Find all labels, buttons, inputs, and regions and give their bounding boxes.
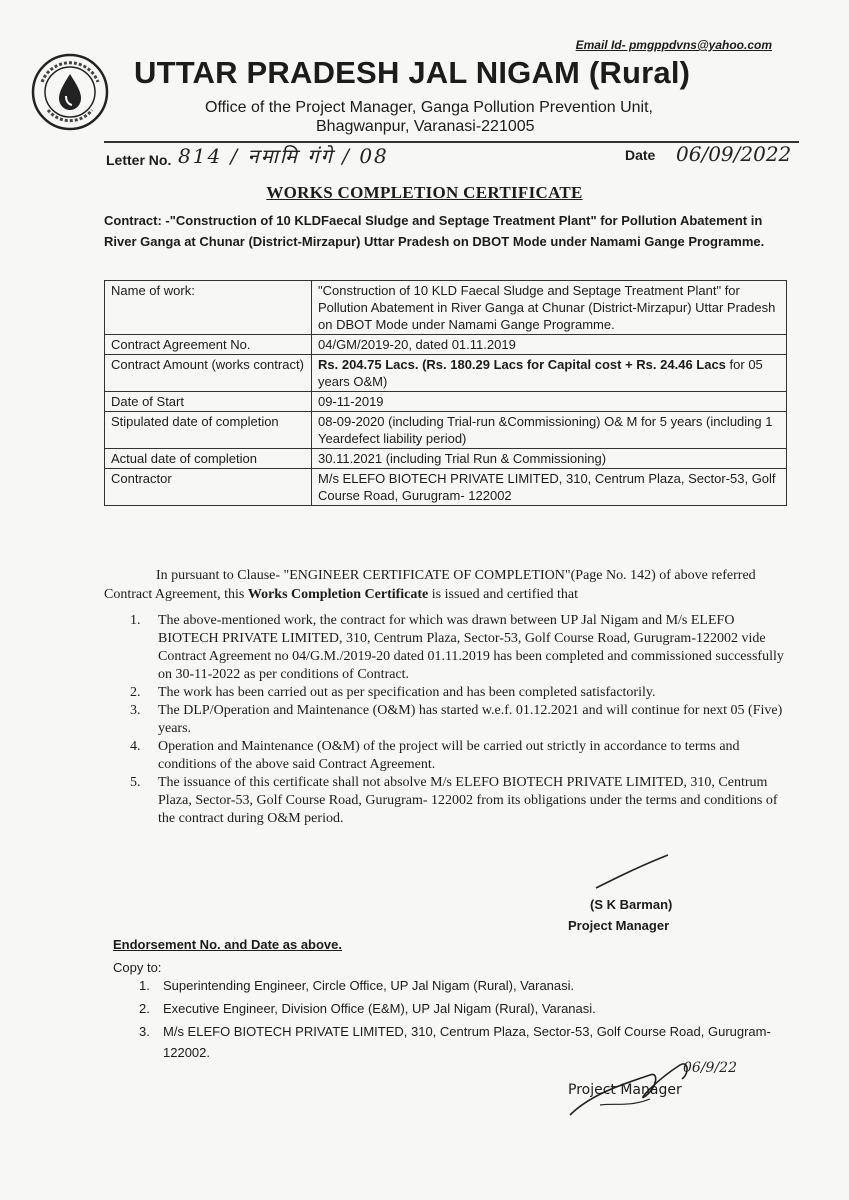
item-text: The DLP/Operation and Maintenance (O&M) has started w.e.f. 01.12.2021 and will continue for next 05 (Five) years. xyxy=(158,703,783,736)
letter-number-value: 814 / नमामि गंगे / 08 xyxy=(178,144,389,168)
list-item xyxy=(130,612,790,684)
item-number: 1. xyxy=(139,978,150,993)
signature-mark xyxy=(592,852,672,892)
item-text: Executive Engineer, Division Office (E&M), UP Jal Nigam (Rural), Varanasi. xyxy=(163,1001,596,1016)
row-value xyxy=(312,355,787,392)
endorsement-label: Endorsement No. and Date as above. xyxy=(113,937,343,952)
contract-description xyxy=(104,210,784,252)
contract-label: Contract: - xyxy=(104,213,170,228)
row-value: "Construction of 10 KLD Faecal Sludge and Septage Treatment Plant" for Pollution Abatement in River Ganga at Chunar (District-Mirzapur) Uttar Pradesh on DBOT Mode under Namami Gange Programme. xyxy=(312,281,787,335)
row-label: Contract Amount (works contract) xyxy=(105,355,312,392)
certificate-title: WORKS COMPLETION CERTIFICATE xyxy=(266,183,583,202)
jal-nigam-logo xyxy=(30,52,110,132)
table-row xyxy=(105,281,787,335)
table-row xyxy=(105,392,787,412)
works-details-table xyxy=(104,280,787,506)
item-number: 2. xyxy=(130,685,141,700)
row-value: M/s ELEFO BIOTECH PRIVATE LIMITED, 310, Centrum Plaza, Sector-53, Golf Course Road, Gurugram- 122002 xyxy=(312,469,787,506)
intro-bold: Works Completion Certificate xyxy=(247,587,429,602)
office-address: Bhagwanpur, Varanasi-221005 xyxy=(316,118,535,135)
organization-name: UTTAR PRADESH JAL NIGAM (Rural) xyxy=(134,55,691,90)
row-value: 09-11-2019 xyxy=(312,392,787,412)
item-number: 5. xyxy=(130,775,141,790)
row-label: Contract Agreement No. xyxy=(105,335,312,355)
row-label: Stipulated date of completion xyxy=(105,412,312,449)
item-text: Superintending Engineer, Circle Office, UP Jal Nigam (Rural), Varanasi. xyxy=(163,978,575,993)
row-value: 30.11.2021 (including Trial Run & Commissioning) xyxy=(312,449,787,469)
contract-amount-bold: Rs. 204.75 Lacs. (Rs. 180.29 Lacs for Capital cost + Rs. 24.46 Lacs xyxy=(318,357,726,372)
item-text: M/s ELEFO BIOTECH PRIVATE LIMITED, 310, Centrum Plaza, Sector-53, Golf Course Road, Gurugram- 122002. xyxy=(163,1024,771,1060)
date-value: 06/09/2022 xyxy=(676,142,792,166)
certification-points xyxy=(130,612,790,828)
list-item xyxy=(130,738,790,774)
project-manager-stamp: Project Manager xyxy=(568,1082,682,1098)
table-row xyxy=(105,412,787,449)
list-item xyxy=(130,774,790,828)
certification-paragraph xyxy=(104,566,794,604)
item-text: The work has been carried out as per specification and has been completed satisfactorily. xyxy=(158,685,656,700)
item-text: The issuance of this certificate shall not absolve M/s ELEFO BIOTECH PRIVATE LIMITED, 310, Centrum Plaza, Sector-53, Golf Course Road, Gurugram- 122002 from its obligations under the terms and conditions of the contract during O&M period. xyxy=(158,775,778,826)
list-item xyxy=(130,702,790,738)
copy-to-label: Copy to: xyxy=(113,960,162,975)
list-item xyxy=(130,684,790,702)
row-value: 04/GM/2019-20, dated 01.11.2019 xyxy=(312,335,787,355)
item-number: 4. xyxy=(130,739,141,754)
item-text: The above-mentioned work, the contract for which was drawn between UP Jal Nigam and M/s ELEFO BIOTECH PRIVATE LIMITED, 310, Centrum Plaza, Sector-53, Golf Course Road, Gurugram-122002 vide Contract Agreement no 04/G.M./2019-20 dated 01.11.2019 has been completed and commissioned successfully on 30-11-2022 as per conditions of Contract. xyxy=(158,613,784,682)
item-number: 3. xyxy=(130,703,141,718)
row-value: 08-09-2020 (including Trial-run &Commissioning) O& M for 5 years (including 1 Yeardefect liability period) xyxy=(312,412,787,449)
date-label: Date xyxy=(625,147,656,163)
item-number: 2. xyxy=(139,1001,150,1016)
signatory-name: (S K Barman) xyxy=(590,897,673,912)
row-label: Name of work: xyxy=(105,281,312,335)
row-label: Date of Start xyxy=(105,392,312,412)
list-item xyxy=(139,998,789,1019)
letter-number-label: Letter No. xyxy=(106,152,172,168)
table-row xyxy=(105,355,787,392)
table-row xyxy=(105,469,787,506)
table-row xyxy=(105,335,787,355)
row-label: Actual date of completion xyxy=(105,449,312,469)
table-row xyxy=(105,449,787,469)
intro-text-a: In pursuant to Clause- xyxy=(156,568,284,583)
contract-amount-rest: for 05 years O&M) xyxy=(318,357,763,389)
office-name: Office of the Project Manager, Ganga Pollution Prevention Unit, xyxy=(205,99,653,116)
row-label: Contractor xyxy=(105,469,312,506)
item-number: 1. xyxy=(130,613,141,628)
intro-clause: "ENGINEER CERTIFICATE OF COMPLETION" xyxy=(283,568,571,583)
email-address: Email Id- pmgppdvns@yahoo.com xyxy=(575,38,772,52)
handwritten-date: 06/9/22 xyxy=(683,1060,737,1076)
intro-text-b: (Page No. 142) of above referred Contract Agreement, this xyxy=(104,568,756,602)
signatory-title: Project Manager xyxy=(568,918,670,933)
contract-text: "Construction of 10 KLDFaecal Sludge and Septage Treatment Plant" for Pollution Abatement in River Ganga at Chunar (District-Mirzapur) Uttar Pradesh on DBOT Mode under Namami Gange Programme. xyxy=(104,213,765,249)
list-item xyxy=(139,975,789,996)
intro-text-c: is issued and certified that xyxy=(428,587,578,602)
item-text: Operation and Maintenance (O&M) of the project will be carried out strictly in accordance to terms and conditions of the above said Contract Agreement. xyxy=(158,739,740,772)
item-number: 3. xyxy=(139,1024,150,1039)
